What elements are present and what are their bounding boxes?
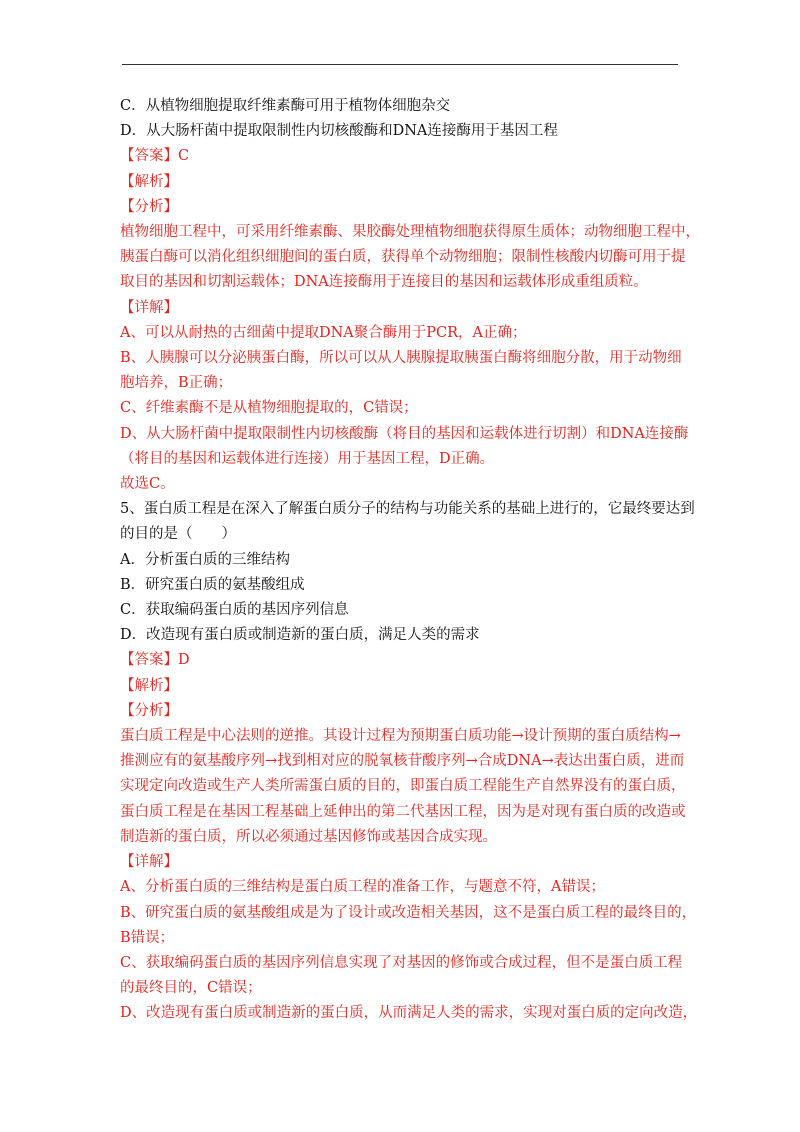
text-line: 【解析】	[120, 677, 178, 694]
text-line: 蛋白质工程是在基因工程基础上延伸出的第二代基因工程，因为是对现有蛋白质的改造或	[120, 803, 686, 820]
text-line: D、改造现有蛋白质或制造新的蛋白质，从而满足人类的需求，实现对蛋白质的定向改造，	[120, 1005, 698, 1022]
text-line: B．研究蛋白质的氨基酸组成	[120, 576, 305, 593]
text-line: C．从植物细胞提取纤维素酶可用于植物体细胞杂交	[120, 98, 451, 114]
text-line: C、纤维素酶不是从植物细胞提取的，C错误；	[120, 400, 418, 417]
text-line: 推测应有的氨基酸序列→找到相对应的脱氧核苷酸序列→合成DNA→表达出蛋白质，进而	[120, 753, 685, 770]
text-line: B错误；	[120, 929, 175, 946]
text-line: 取目的基因和切割运载体；DNA连接酶用于连接目的基因和运载体形成重组质粒。	[120, 274, 648, 291]
text-line: 胞培养，B正确；	[120, 375, 233, 392]
text-line: 【分析】	[120, 702, 178, 719]
text-line: 故选C。	[120, 476, 175, 493]
text-line: 【分析】	[120, 198, 178, 215]
text-line: 的最终目的，C错误；	[120, 980, 262, 997]
text-line: A、分析蛋白质的三维结构是蛋白质工程的准备工作，与题意不符，A错误；	[120, 879, 605, 896]
text-line: B、人胰腺可以分泌胰蛋白酶，所以可以从人胰腺提取胰蛋白酶将细胞分散，用于动物细	[120, 350, 682, 367]
text-line: 【答案】C	[120, 148, 190, 165]
document-body	[120, 94, 700, 1027]
text-line: D．改造现有蛋白质或制造新的蛋白质，满足人类的需求	[120, 627, 480, 644]
text-line: 制造新的蛋白质，所以必须通过基因修饰或基因合成实现。	[120, 828, 497, 845]
text-line: 【解析】	[120, 173, 178, 190]
text-line: D．从大肠杆菌中提取限制性内切核酸酶和DNA连接酶用于基因工程	[120, 123, 558, 140]
header-rule	[122, 64, 678, 65]
text-line: 【详解】	[120, 299, 178, 316]
text-line: 实现定向改造或生产人类所需蛋白质的目的，即蛋白质工程能生产自然界没有的蛋白质，	[120, 778, 686, 795]
text-line: A、可以从耐热的古细菌中提取DNA聚合酶用于PCR，A正确；	[120, 324, 527, 341]
text-line: C．获取编码蛋白质的基因序列信息	[120, 602, 349, 619]
text-line: （将目的基因和运载体进行连接）用于基因工程，D正确。	[120, 450, 495, 467]
text-line: B、研究蛋白质的氨基酸组成是为了设计或改造相关基因，这不是蛋白质工程的最终目的，	[120, 904, 697, 921]
text-line: 的目的是（ ）	[120, 526, 236, 543]
text-line: 【答案】D	[120, 652, 190, 669]
text-line: A．分析蛋白质的三维结构	[120, 551, 290, 568]
text-line: 胰蛋白酶可以消化组织细胞间的蛋白质，获得单个动物细胞；限制性核酸内切酶可用于提	[120, 249, 686, 266]
text-line: 植物细胞工程中，可采用纤维素酶、果胶酶处理植物细胞获得原生质体；动物细胞工程中，	[120, 224, 700, 241]
text-line: D、从大肠杆菌中提取限制性内切核酸酶（将目的基因和运载体进行切割）和DNA连接酶	[120, 425, 689, 442]
text-line: C、获取编码蛋白质的基因序列信息实现了对基因的修饰或合成过程，但不是蛋白质工程	[120, 954, 683, 971]
text-line: 蛋白质工程是中心法则的逆推。其设计过程为预期蛋白质功能→设计预期的蛋白质结构→	[120, 728, 681, 745]
text-line: 【详解】	[120, 854, 178, 871]
text-line: 5、蛋白质工程是在深入了解蛋白质分子的结构与功能关系的基础上进行的，它最终要达到	[120, 501, 695, 518]
